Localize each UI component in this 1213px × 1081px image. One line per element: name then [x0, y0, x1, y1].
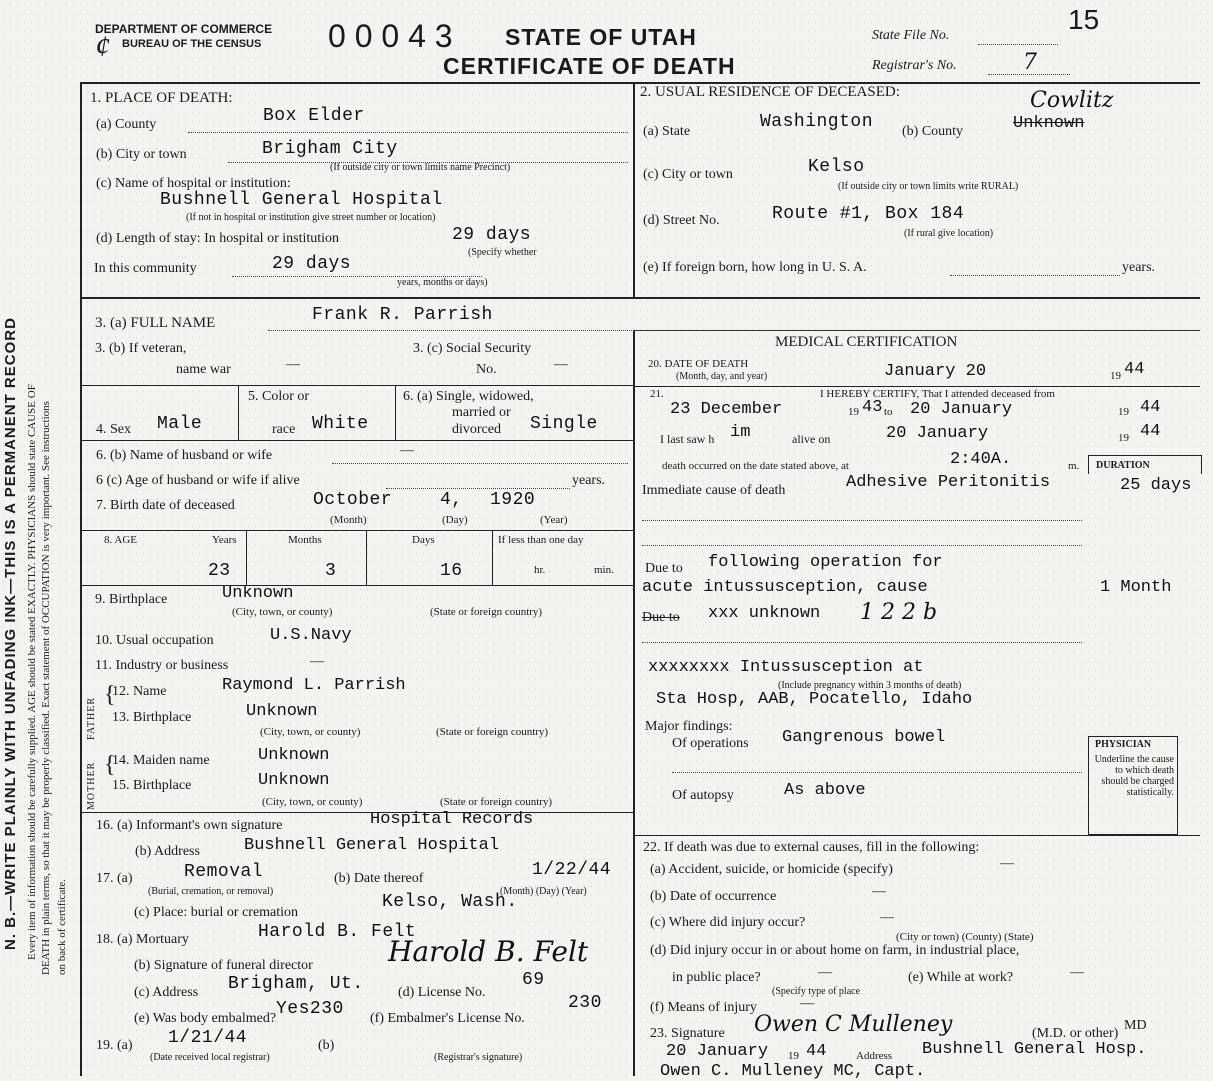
external-heading: 22. If death was due to external causes, fill in the following:: [643, 840, 980, 855]
occupation-value: U.S.Navy: [270, 626, 352, 645]
full-name-label: 3. (a) FULL NAME: [95, 315, 216, 331]
spouse-label: 6. (b) Name of husband or wife: [96, 448, 273, 463]
director-label: (b) Signature of funeral director: [134, 958, 313, 973]
mother-note-state: (State or foreign country): [440, 796, 553, 808]
full-name: Frank R. Parrish: [312, 305, 493, 325]
external-c-note: (City or town) (County) (State): [896, 931, 1034, 943]
father-name: Raymond L. Parrish: [222, 676, 406, 695]
side-note-main: N. B.—WRITE PLAINLY WITH UNFADING INK—THIS IS A PERMANENT RECORD: [2, 317, 19, 950]
res-county-written: Cowlitz: [1030, 88, 1114, 113]
res-street-note: (If rural give location): [904, 228, 994, 239]
age-label: 8. AGE: [104, 534, 137, 546]
pod-community-note: years, months or days): [397, 277, 488, 288]
ssn-sub: No.: [476, 362, 497, 377]
father-note-state: (State or foreign country): [436, 726, 549, 738]
birthplace-note2: (State or foreign country): [430, 606, 543, 618]
side-note-4: on back of certificate.: [56, 879, 68, 975]
signature-year-prefix: 19: [788, 1050, 799, 1062]
external-b: —: [872, 884, 886, 899]
pod-city: Brigham City: [262, 139, 398, 159]
state-file-value: 15: [1068, 4, 1100, 35]
spouse-value: —: [400, 443, 414, 458]
marital-label3: divorced: [452, 422, 501, 437]
physician-signature: Owen C Mulleney: [754, 1012, 953, 1037]
disposition-note: (Burial, cremation, or removal): [148, 886, 274, 897]
mortuary-addr-label: (c) Address: [134, 985, 199, 1000]
signature-label: 23. Signature: [650, 1026, 725, 1041]
birth-month: October: [313, 490, 393, 510]
disposition-label: 17. (a): [96, 871, 133, 886]
spouse-age-label: 6 (c) Age of husband or wife if alive: [96, 473, 300, 488]
mortuary-label: 18. (a) Mortuary: [96, 932, 189, 947]
mortuary-value: Harold B. Felt: [258, 922, 417, 942]
pod-community: 29 days: [272, 254, 352, 274]
cause-code: 1 2 2 b: [860, 600, 938, 625]
medical-heading: MEDICAL CERTIFICATION: [775, 334, 958, 350]
received-value: 1/21/44: [168, 1028, 248, 1048]
industry-label: 11. Industry or business: [95, 658, 229, 673]
burial-place: Kelso, Wash.: [382, 892, 518, 912]
pregnancy-note: (Include pregnancy within 3 months of death): [778, 680, 962, 691]
disposition-date-label: (b) Date thereof: [334, 871, 424, 886]
age-months: 3: [325, 561, 337, 581]
due-line2: acute intussusception, cause: [642, 578, 928, 597]
res-street: Route #1, Box 184: [772, 204, 965, 224]
ops-value: Gangrenous bowel: [782, 728, 946, 747]
pod-hospital-note: (If not in hospital or institution give street number or location): [186, 212, 436, 223]
external-e-label: (e) While at work?: [908, 970, 1014, 985]
external-f: —: [800, 996, 814, 1011]
death-date-label: 20. DATE OF DEATH: [648, 358, 749, 370]
birth-day-note: (Day): [442, 514, 468, 526]
external-a-label: (a) Accident, suicide, or homicide (specify): [650, 862, 893, 877]
certificate-title: CERTIFICATE OF DEATH: [443, 53, 736, 79]
lastsaw-prefix: 19: [1118, 432, 1129, 444]
other-line1: xxxxxxxx Intussusception at: [648, 658, 924, 677]
pod-hospital: Bushnell General Hospital: [160, 190, 443, 210]
hr-label: hr.: [534, 564, 546, 576]
res-county-struck: Unknown: [1013, 114, 1085, 133]
res-street-label: (d) Street No.: [643, 213, 720, 228]
pod-stay-label: (d) Length of stay: In hospital or institution: [96, 231, 340, 246]
autopsy-label: Of autopsy: [672, 788, 734, 803]
license-value: 69: [522, 970, 545, 990]
informant-addr-label: (b) Address: [135, 844, 200, 859]
ssn-label: 3. (c) Social Security: [413, 341, 532, 356]
father-tag: FATHER: [86, 696, 97, 740]
days-label: Days: [412, 534, 435, 546]
license-label: (d) License No.: [398, 985, 486, 1000]
age-days: 16: [440, 561, 463, 581]
burial-place-label: (c) Place: burial or cremation: [134, 905, 299, 920]
registrar-sig-label: (b): [318, 1038, 335, 1053]
state-title: STATE OF UTAH: [505, 24, 697, 50]
mother-note-city: (City, town, or county): [262, 796, 363, 808]
side-note-3: DEATH in plain terms, so that it may be properly classified. Exact statement of OCCUPATION is very important. See instructions: [40, 401, 52, 975]
years-label: Years: [212, 534, 237, 546]
embalmed-value: Yes230: [276, 999, 344, 1019]
mother-brace: {: [104, 752, 116, 778]
physician-heading: PHYSICIAN: [1095, 739, 1152, 750]
pod-community-label: In this community: [94, 261, 197, 276]
attended-from-prefix: 19: [848, 406, 859, 418]
disposition-date: 1/22/44: [532, 860, 612, 880]
res-state: Washington: [760, 112, 874, 132]
death-date-prefix: 19: [1110, 370, 1121, 382]
father-brace: {: [104, 682, 116, 708]
registrar-value: 7: [1023, 50, 1037, 75]
signature-date: 20 January: [666, 1042, 769, 1061]
sex-label: 4. Sex: [96, 422, 131, 437]
birthplace-note: (City, town, or county): [232, 606, 333, 618]
ops-label: Of operations: [672, 736, 749, 751]
registrar-label: Registrar's No.: [872, 58, 957, 73]
attended-from-year: 43: [862, 398, 883, 417]
res-city-label: (c) City or town: [643, 167, 733, 182]
occupation-label: 10. Usual occupation: [95, 633, 214, 648]
marital-value: Single: [530, 414, 598, 434]
mother-maiden-label: 14. Maiden name: [112, 753, 210, 768]
marital-label2: married or: [452, 405, 511, 420]
informant-label: 16. (a) Informant's own signature: [96, 818, 283, 833]
disposition-value: Removal: [184, 862, 264, 882]
father-name-label: 12. Name: [112, 684, 167, 699]
embalmer-value: 230: [568, 993, 602, 1013]
md-value: MD: [1124, 1018, 1147, 1033]
months-label: Months: [288, 534, 322, 546]
age-years: 23: [208, 561, 231, 581]
attended-to-prefix: 19: [1118, 406, 1129, 418]
mother-maiden: Unknown: [258, 746, 330, 765]
alive-label: alive on: [792, 432, 831, 446]
pod-stay-note: (Specify whether: [468, 247, 537, 258]
mortuary-addr: Brigham, Ut.: [228, 974, 364, 994]
death-date-year: 44: [1124, 360, 1145, 379]
due-line2-duration: 1 Month: [1100, 578, 1172, 597]
birthplace-value: Unknown: [222, 584, 294, 603]
mother-birthplace: Unknown: [258, 771, 330, 790]
signature-address: Bushnell General Hosp.: [922, 1040, 1147, 1059]
certify-num: 21.: [650, 388, 664, 400]
min-label: min.: [594, 564, 614, 576]
director-signature: Harold B. Felt: [388, 935, 589, 968]
birth-year-note: (Year): [540, 514, 568, 526]
external-c: —: [880, 910, 894, 925]
external-d-label: (d) Did injury occur in or about home on farm, in industrial place,: [650, 943, 1020, 958]
duration-label: DURATION: [1096, 460, 1150, 471]
embalmed-label: (e) Was body embalmed?: [134, 1011, 277, 1026]
due-line1: following operation for: [708, 553, 943, 572]
res-state-label: (a) State: [643, 124, 691, 139]
birth-month-note: (Month): [330, 514, 367, 526]
sex-value: Male: [157, 414, 203, 434]
typed-name: Owen C. Mulleney MC, Capt.: [660, 1062, 926, 1081]
external-d: —: [818, 965, 832, 980]
res-foreign-suffix: years.: [1122, 260, 1156, 275]
informant-sig: Hospital Records: [370, 810, 534, 829]
external-e: —: [1070, 965, 1084, 980]
corner-mark: ¢: [95, 30, 110, 63]
autopsy-value: As above: [784, 781, 866, 800]
father-note-city: (City, town, or county): [260, 726, 361, 738]
veteran-value: —: [286, 357, 300, 372]
external-d-note: (Specify type of place: [772, 986, 861, 997]
residence-heading: 2. USUAL RESIDENCE OF DECEASED:: [640, 84, 900, 100]
place-of-death-heading: 1. PLACE OF DEATH:: [90, 90, 233, 106]
birthplace-label: 9. Birthplace: [95, 592, 168, 607]
birth-day: 4,: [440, 490, 463, 510]
serial-number: 0 0 0 4 3: [328, 18, 453, 54]
immediate-cause: Adhesive Peritonitis: [846, 473, 1051, 492]
marital-label: 6. (a) Single, widowed,: [403, 389, 534, 404]
occurred-label: death occurred on the date stated above, at: [662, 460, 849, 472]
registrar-sig-note: (Registrar's signature): [434, 1052, 523, 1063]
res-county-label: (b) County: [902, 124, 964, 139]
signature-year: 44: [806, 1042, 827, 1061]
industry-value: —: [310, 654, 324, 669]
attended-to-label: to: [884, 406, 893, 418]
pod-county-label: (a) County: [96, 117, 157, 132]
other-line2: Sta Hosp, AAB, Pocatello, Idaho: [656, 690, 973, 709]
informant-addr: Bushnell General Hospital: [244, 836, 500, 855]
lastsaw-him: im: [730, 423, 751, 442]
birth-year: 1920: [490, 490, 536, 510]
death-time: 2:40A.: [950, 450, 1012, 469]
res-city-note: (If outside city or town limits write RURAL): [838, 181, 1019, 192]
immediate-duration: 25 days: [1120, 476, 1192, 495]
death-date-value: January 20: [884, 362, 987, 381]
pod-stay: 29 days: [452, 225, 532, 245]
embalmer-label: (f) Embalmer's License No.: [370, 1011, 525, 1026]
race-label: race: [272, 422, 296, 437]
father-birthplace: Unknown: [246, 702, 318, 721]
external-b-label: (b) Date of occurrence: [650, 889, 777, 904]
spouse-age-suffix: years.: [572, 473, 606, 488]
due3-prefix: Due to: [642, 610, 680, 625]
side-note-2: Every item of information should be carefully supplied. AGE should be stated EXACTLY. PHYSICIANS should state CAUSE OF: [26, 384, 38, 960]
received-note: (Date received local registrar): [150, 1052, 270, 1063]
attended-from: 23 December: [670, 400, 783, 419]
mother-tag: MOTHER: [86, 761, 97, 810]
physician-note: Underline the cause to which death should be charged statistically.: [1094, 754, 1174, 798]
lastsaw-label: I last saw h: [660, 432, 715, 446]
external-f-label: (f) Means of injury: [650, 1000, 757, 1015]
lastsaw-year: 44: [1140, 422, 1161, 441]
death-date-note: (Month, day, and year): [676, 371, 768, 382]
attended-to: 20 January: [910, 400, 1013, 419]
immediate-label: Immediate cause of death: [642, 483, 786, 498]
dept-line1: DEPARTMENT OF COMMERCE: [95, 22, 273, 36]
md-label: (M.D. or other): [1032, 1026, 1119, 1041]
pod-city-note: (If outside city or town limits name Precinct): [330, 162, 511, 173]
pod-city-label: (b) City or town: [96, 147, 187, 162]
color-label: 5. Color or: [248, 389, 310, 404]
res-foreign-label: (e) If foreign born, how long in U. S. A.: [643, 260, 867, 275]
external-a: —: [1000, 856, 1014, 871]
pod-hospital-label: (c) Name of hospital or institution:: [96, 176, 291, 191]
birth-label: 7. Birth date of deceased: [96, 498, 235, 513]
external-d-label2: in public place?: [672, 970, 761, 985]
certify-text: I HEREBY CERTIFY, That I attended deceased from: [820, 388, 1055, 400]
due-line3: xxx unknown: [708, 604, 821, 623]
father-birthplace-label: 13. Birthplace: [112, 710, 192, 725]
received-label: 19. (a): [96, 1038, 133, 1053]
m-label: m.: [1068, 460, 1080, 472]
state-file-label: State File No.: [872, 28, 950, 43]
res-city: Kelso: [808, 157, 865, 177]
attended-to-year: 44: [1140, 398, 1161, 417]
findings-label: Major findings:: [645, 719, 733, 734]
veteran-sub: name war: [176, 362, 231, 377]
external-c-label: (c) Where did injury occur?: [650, 915, 806, 930]
ssn-value: —: [554, 357, 568, 372]
race-value: White: [312, 414, 369, 434]
signature-address-label: Address: [856, 1050, 893, 1062]
due-label: Due to: [645, 561, 683, 576]
veteran-label: 3. (b) If veteran,: [95, 341, 187, 356]
disposition-date-note: (Month) (Day) (Year): [500, 886, 587, 897]
pod-county: Box Elder: [263, 106, 365, 126]
mother-birthplace-label: 15. Birthplace: [112, 778, 192, 793]
dept-line2: BUREAU OF THE CENSUS: [122, 38, 262, 50]
lastsaw-date: 20 January: [886, 424, 989, 443]
lessday-label: If less than one day: [498, 534, 584, 546]
